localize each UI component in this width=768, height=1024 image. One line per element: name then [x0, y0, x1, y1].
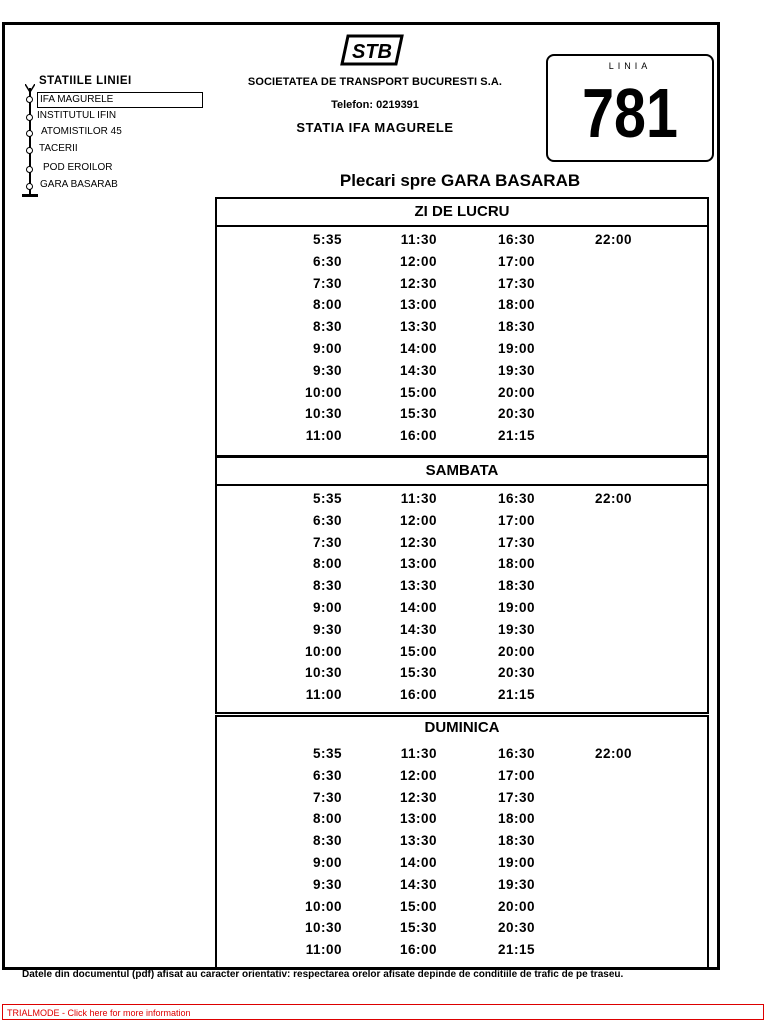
stops-title: STATIILE LINIEI [39, 75, 132, 87]
departure-time: 11:30 [400, 491, 437, 506]
departure-time: 12:30 [399, 789, 437, 805]
departure-time: 7:30 [312, 275, 342, 291]
departure-time: 5:35 [312, 232, 342, 247]
departure-time: 15:00 [399, 898, 437, 914]
departure-time: 10:30 [304, 665, 342, 681]
departure-time: 17:00 [497, 512, 535, 528]
departure-time: 14:00 [399, 341, 437, 356]
departure-time: 22:00 [594, 746, 632, 761]
stop-item: POD EROILOR [43, 162, 113, 173]
stop-item: INSTITUTUL IFIN [37, 110, 117, 121]
departure-time: 20:00 [497, 643, 535, 659]
departure-time: 8:00 [312, 297, 342, 313]
departure-time: 12:00 [399, 253, 437, 269]
departure-time: 16:30 [497, 232, 535, 247]
departure-time: 14:30 [399, 621, 437, 637]
stop-marker-icon [26, 130, 33, 137]
departure-time: 19:30 [497, 621, 535, 637]
departure-time: 6:30 [312, 512, 342, 528]
departure-time: 18:30 [497, 833, 535, 849]
departure-time: 11:00 [305, 942, 342, 958]
departure-time: 10:00 [304, 384, 342, 400]
departure-time: 9:00 [312, 341, 342, 356]
departure-time: 9:00 [312, 855, 342, 870]
departure-time: 7:30 [312, 534, 342, 550]
departure-time: 19:00 [497, 855, 535, 870]
departure-time: 19:30 [497, 362, 535, 378]
line-label: LINIA [608, 61, 652, 71]
schedule-section [215, 197, 709, 457]
departure-time: 19:00 [497, 341, 535, 356]
stop-item: ATOMISTILOR 45 [41, 126, 122, 137]
departure-time: 11:30 [400, 232, 437, 247]
stb-logo [340, 32, 404, 68]
departure-time: 6:30 [312, 767, 342, 783]
line-number-box [546, 54, 714, 162]
departure-time: 5:35 [312, 491, 342, 506]
departure-time: 12:30 [399, 534, 437, 550]
schedule-section [215, 715, 709, 969]
departure-time: 20:00 [497, 384, 535, 400]
departure-time: 12:00 [399, 767, 437, 783]
departure-time: 10:30 [304, 920, 342, 936]
departure-time: 20:30 [497, 920, 535, 936]
departure-time: 21:15 [497, 942, 535, 958]
departure-time: 15:30 [399, 665, 437, 681]
company-name: SOCIETATEA DE TRANSPORT BUCURESTI S.A. [247, 76, 503, 88]
departure-time: 16:30 [497, 746, 535, 761]
departure-time: 18:30 [497, 578, 535, 594]
departure-time: 12:00 [399, 512, 437, 528]
departure-time: 14:30 [399, 362, 437, 378]
departure-time: 21:15 [497, 428, 535, 444]
departure-time: 18:00 [497, 811, 535, 827]
phone-number: Telefon: 0219391 [331, 99, 419, 111]
departure-time: 13:00 [399, 297, 437, 313]
stop-marker-icon [26, 96, 33, 103]
schedule-section [215, 456, 709, 714]
departure-time: 19:30 [497, 876, 535, 892]
departure-time: 16:30 [497, 491, 535, 506]
departure-time: 9:30 [312, 621, 342, 637]
disclaimer: Datele din documentul (pdf) afisat au caracter orientativ: respectarea orelor afisate depinde de conditiile de trafic de pe traseu. [22, 969, 624, 980]
departure-time: 6:30 [312, 253, 342, 269]
departure-time: 7:30 [312, 789, 342, 805]
stop-item: TACERII [39, 143, 78, 154]
section-title: SAMBATA [217, 458, 707, 486]
departure-time: 21:15 [497, 687, 535, 703]
departure-time: 22:00 [594, 491, 632, 506]
departure-time: 14:00 [399, 855, 437, 870]
departure-time: 13:00 [399, 811, 437, 827]
departure-time: 8:30 [312, 833, 342, 849]
departure-time: 8:30 [312, 319, 342, 335]
station-name: STATIA IFA MAGURELE [296, 120, 454, 135]
departure-time: 17:30 [497, 534, 535, 550]
departure-time: 20:00 [497, 898, 535, 914]
departure-time: 18:00 [497, 297, 535, 313]
departure-time: 18:30 [497, 319, 535, 335]
departure-time: 19:00 [497, 600, 535, 615]
departure-time: 14:30 [399, 876, 437, 892]
trial-mode-banner[interactable]: TRIALMODE - Click here for more information [2, 1004, 764, 1020]
departure-time: 15:00 [399, 384, 437, 400]
departure-time: 11:30 [400, 746, 437, 761]
departure-time: 9:30 [312, 876, 342, 892]
departure-time: 13:30 [399, 319, 437, 335]
departure-time: 16:00 [399, 942, 437, 958]
stop-marker-icon [26, 147, 33, 154]
departure-time: 20:30 [497, 665, 535, 681]
departure-time: 16:00 [399, 687, 437, 703]
departure-time: 13:30 [399, 578, 437, 594]
svg-text:STB: STB [352, 41, 392, 63]
direction-title: Plecari spre GARA BASARAB [339, 171, 581, 190]
departure-time: 17:00 [497, 767, 535, 783]
route-line [29, 88, 31, 196]
stop-marker-icon [26, 114, 33, 121]
stop-item-current: IFA MAGURELE [37, 92, 203, 108]
departure-time: 10:00 [304, 898, 342, 914]
departure-time: 15:30 [399, 406, 437, 422]
departure-time: 22:00 [594, 232, 632, 247]
departure-time: 11:00 [305, 428, 342, 444]
departure-time: 8:00 [312, 556, 342, 572]
departure-time: 20:30 [497, 406, 535, 422]
departure-time: 15:00 [399, 643, 437, 659]
departure-time: 14:00 [399, 600, 437, 615]
departure-time: 12:30 [399, 275, 437, 291]
departure-time: 9:30 [312, 362, 342, 378]
departure-time: 5:35 [312, 746, 342, 761]
departure-time: 17:00 [497, 253, 535, 269]
departure-time: 11:00 [305, 687, 342, 703]
section-title: ZI DE LUCRU [217, 199, 707, 227]
line-number: 781 [582, 74, 678, 152]
stop-item: GARA BASARAB [40, 179, 118, 190]
departure-time: 17:30 [497, 275, 535, 291]
stop-marker-icon [26, 166, 33, 173]
departure-time: 13:30 [399, 833, 437, 849]
departure-time: 15:30 [399, 920, 437, 936]
departure-time: 8:00 [312, 811, 342, 827]
stop-marker-icon [26, 183, 33, 190]
departure-time: 10:30 [304, 406, 342, 422]
departure-time: 10:00 [304, 643, 342, 659]
departure-time: 18:00 [497, 556, 535, 572]
section-title: DUMINICA [424, 719, 500, 736]
departure-time: 16:00 [399, 428, 437, 444]
departure-time: 9:00 [312, 600, 342, 615]
route-end-bar [22, 194, 38, 197]
departure-time: 8:30 [312, 578, 342, 594]
departure-time: 13:00 [399, 556, 437, 572]
departure-time: 17:30 [497, 789, 535, 805]
